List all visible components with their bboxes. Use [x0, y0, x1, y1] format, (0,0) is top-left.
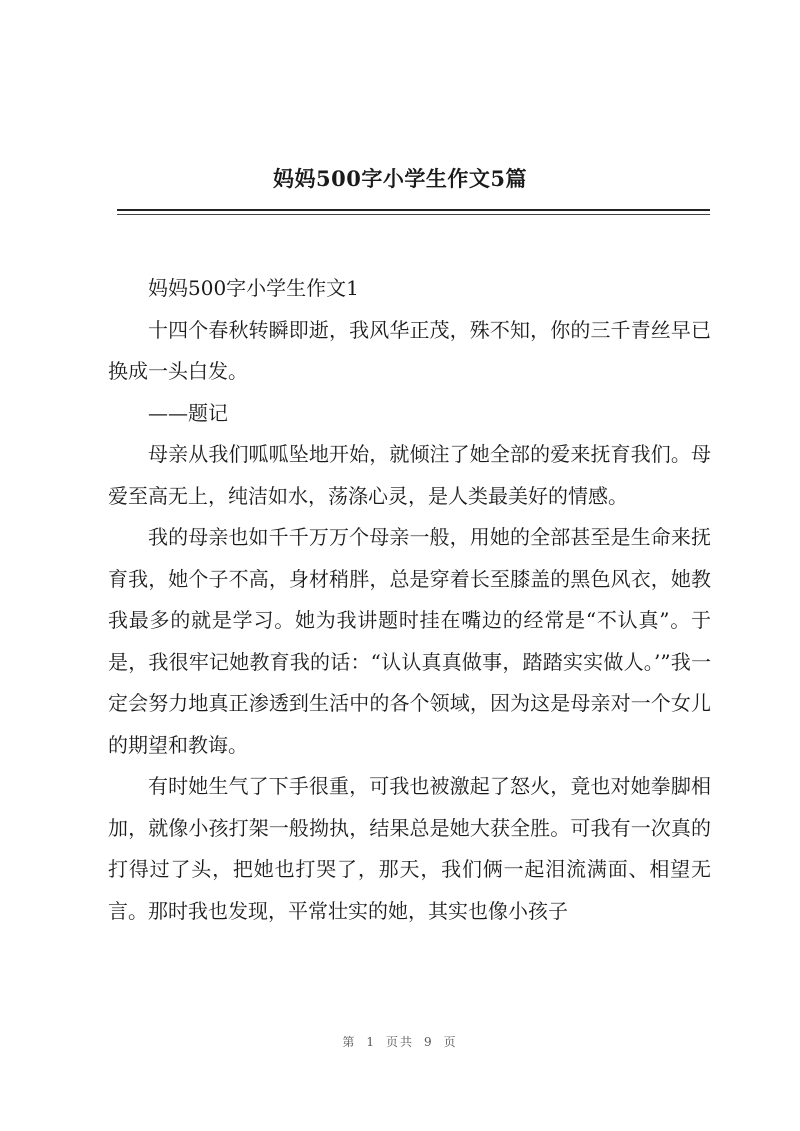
footer-current-page: 1: [366, 1035, 376, 1049]
paragraph: 有时她生气了下手很重，可我也被激起了怒火，竟也对她拳脚相加，就像小孩打架一般拗执，结果总是她大获全胜。可我有一次真的打得过了头，把她也打哭了，那天，我们俩一起泪流满面、相望无言。那时我也发现，平常壮实的她，其实也像小孩子: [108, 774, 711, 923]
essay-heading: 妈妈500字小学生作文1: [148, 276, 359, 300]
paragraph: 母亲从我们呱呱坠地开始，就倾注了她全部的爱来抚育我们。母爱至高无上，纯洁如水，荡涤心灵，是人类最美好的情感。: [108, 442, 711, 508]
essay-body: [108, 268, 711, 932]
footer-label-page: 第: [342, 1035, 357, 1049]
footer-label-total: 页共: [385, 1035, 414, 1049]
title-divider-thin: [117, 214, 710, 215]
page-footer: [0, 1033, 800, 1050]
footer-label-end: 页: [443, 1035, 458, 1049]
document-title: 妈妈500字小学生作文5篇: [273, 166, 527, 191]
paragraph-epigraph-source: ——题记: [148, 400, 228, 425]
footer-total-pages: 9: [424, 1035, 434, 1049]
paragraph: 十四个春秋转瞬即逝，我风华正茂，殊不知，你的三千青丝早已换成一头白发。: [108, 317, 711, 383]
title-divider-thick: [117, 209, 710, 211]
paragraph: 我的母亲也如千千万万个母亲一般，用她的全部甚至是生命来抚育我，她个子不高，身材稍胖，总是穿着长至膝盖的黑色风衣，她教我最多的就是学习。她为我讲题时挂在嘴边的经常是“不认真”。于是，我很牢记她教育我的话：“认认真真做事，踏踏实实做人。’”我一定会努力地真正渗透到生活中的各个领域，因为这是母亲对一个女儿的期望和教诲。: [108, 525, 711, 757]
